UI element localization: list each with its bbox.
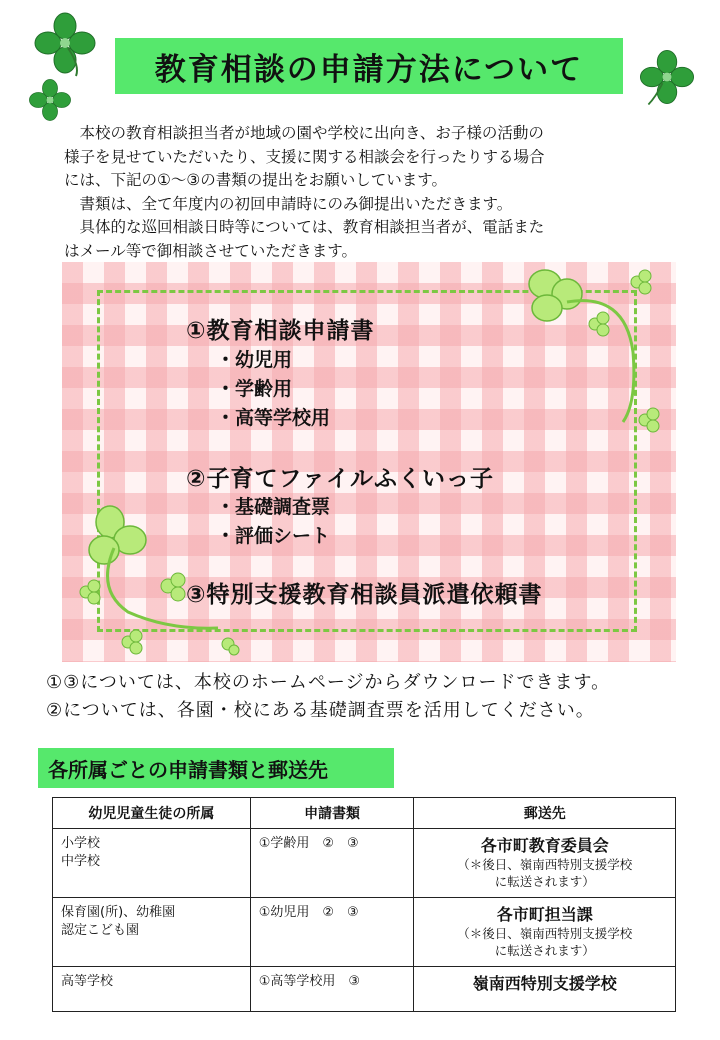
section-title	[38, 748, 394, 788]
doc2-item: ・評価シート	[216, 525, 331, 547]
intro-line: 様子を見せていただいたり、支援に関する相談会を行ったりする場合	[64, 147, 545, 166]
destination-note: （＊後日、嶺南西特別支援学校	[457, 926, 633, 941]
clover-vine-icon	[515, 262, 675, 442]
documents-cell	[250, 967, 414, 1012]
doc1-item: ・幼児用	[216, 349, 293, 371]
four-leaf-clover-icon	[636, 46, 698, 108]
doc1-heading: ①教育相談申請書	[186, 318, 375, 344]
intro-text	[64, 122, 664, 263]
page-title	[115, 38, 623, 94]
affiliation-cell	[53, 967, 251, 1012]
documents-text: ①学齢用 ② ③	[258, 836, 359, 851]
table-header: 申請書類	[250, 798, 414, 829]
doc1-item: ・学齢用	[216, 378, 293, 400]
four-leaf-clover-icon	[30, 8, 100, 78]
page-title-text: 教育相談の申請方法について	[154, 51, 584, 88]
table-header: 幼児児童生徒の所属	[53, 798, 251, 829]
note-line: ②については、各園・校にある基礎調査票を活用してください。	[46, 700, 595, 721]
affiliation-line: 高等学校	[61, 974, 114, 989]
destination-name: 各市町担当課	[496, 905, 593, 924]
intro-line: 本校の教育相談担当者が地域の園や学校に出向き、お子様の活動の	[79, 124, 544, 142]
destination-note: に転送されます）	[494, 943, 595, 958]
section-title-text: 各所属ごとの申請書類と郵送先	[48, 757, 328, 782]
destination-name: 各市町教育委員会	[480, 836, 609, 855]
note-line: ①③については、本校のホームページからダウンロードできます。	[46, 672, 611, 693]
documents-text: ①高等学校用 ③	[258, 974, 360, 989]
documents-cell	[250, 898, 414, 967]
affiliation-line: 中学校	[61, 854, 101, 869]
doc2-heading: ②子育てファイルふくいっ子	[186, 466, 495, 492]
affiliation-line: 小学校	[61, 836, 101, 851]
destination-name: 嶺南西特別支援学校	[472, 974, 617, 993]
destination-cell	[414, 967, 676, 1012]
intro-line: はメール等で御相談させていただきます。	[64, 241, 357, 260]
doc1-item: ・高等学校用	[216, 407, 331, 429]
table-row	[53, 967, 676, 1012]
table-row	[53, 829, 676, 898]
intro-line: には、下記の①～③の書類の提出をお願いしています。	[64, 171, 448, 189]
intro-line: 具体的な巡回相談日時等については、教育相談担当者が、電話また	[79, 218, 545, 236]
destination-cell	[414, 829, 676, 898]
doc3-heading: ③特別支援教育相談員派遣依頼書	[186, 582, 543, 608]
intro-line: 書類は、全て年度内の初回申請時にのみ御提出いただきます。	[79, 194, 513, 213]
affiliation-cell	[53, 898, 251, 967]
documents-text: ①幼児用 ② ③	[258, 905, 359, 920]
doc2-item: ・基礎調査票	[216, 496, 331, 518]
four-leaf-clover-icon	[26, 76, 74, 124]
submission-table	[52, 797, 676, 1012]
documents-cell	[250, 829, 414, 898]
table-header-row	[53, 798, 676, 829]
destination-cell	[414, 898, 676, 967]
destination-note: に転送されます）	[494, 874, 595, 889]
affiliation-cell	[53, 829, 251, 898]
destination-note: （＊後日、嶺南西特別支援学校	[457, 857, 633, 872]
table-row	[53, 898, 676, 967]
affiliation-line: 保育園(所)、幼稚園	[61, 905, 176, 920]
affiliation-line: 認定こども園	[61, 923, 140, 938]
table-header: 郵送先	[414, 798, 676, 829]
